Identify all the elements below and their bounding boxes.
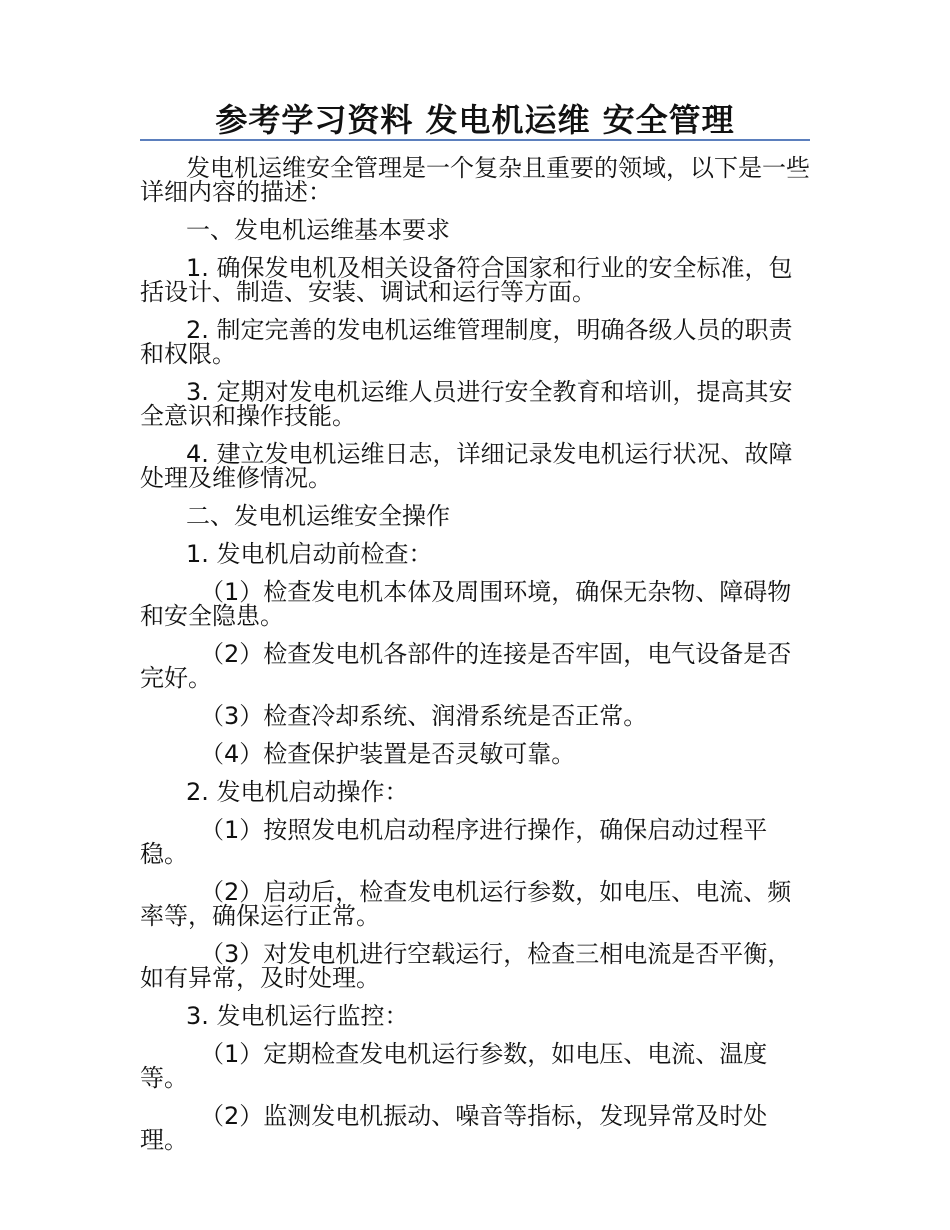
start-check-item-4: （4）检查保护装置是否灵敏可靠。	[200, 740, 576, 768]
start-check-item-1: （1）检查发电机本体及周围环境，确保无杂物、障碍物和安全隐患。	[140, 578, 792, 630]
document-title: 参考学习资料 发电机运维 安全管理	[215, 101, 735, 139]
monitoring-item-2: （2）监测发电机振动、噪音等指标，发现异常及时处理。	[140, 1102, 768, 1154]
start-operation-item-3: （3）对发电机进行空载运行，检查三相电流是否平衡，如有异常，及时处理。	[140, 940, 792, 992]
subsection-heading-monitoring: 3. 发电机运行监控：	[186, 1002, 409, 1030]
start-operation-item-2: （2）启动后，检查发电机运行参数，如电压、电流、频率等，确保运行正常。	[140, 878, 792, 930]
requirement-item-1: 1. 确保发电机及相关设备符合国家和行业的安全标准，包括设计、制造、安装、调试和运行等方面。	[140, 254, 793, 306]
requirement-item-3: 3. 定期对发电机运维人员进行安全教育和培训，提高其安全意识和操作技能。	[140, 378, 793, 430]
subsection-heading-start-operation: 2. 发电机启动操作：	[186, 778, 409, 806]
requirement-item-4: 4. 建立发电机运维日志，详细记录发电机运行状况、故障处理及维修情况。	[140, 440, 793, 492]
start-check-item-3: （3）检查冷却系统、润滑系统是否正常。	[200, 702, 648, 730]
section-heading-1: 一、发电机运维基本要求	[186, 216, 450, 244]
start-operation-item-1: （1）按照发电机启动程序进行操作，确保启动过程平稳。	[140, 816, 768, 868]
title-underline	[140, 139, 810, 141]
requirement-item-2: 2. 制定完善的发电机运维管理制度，明确各级人员的职责和权限。	[140, 316, 793, 368]
intro-paragraph: 发电机运维安全管理是一个复杂且重要的领域，以下是一些详细内容的描述：	[140, 154, 810, 206]
subsection-heading-start-check: 1. 发电机启动前检查：	[186, 540, 433, 568]
document-body	[140, 156, 810, 1152]
monitoring-item-1: （1）定期检查发电机运行参数，如电压、电流、温度等。	[140, 1040, 768, 1092]
section-heading-2: 二、发电机运维安全操作	[186, 502, 450, 530]
start-check-item-2: （2）检查发电机各部件的连接是否牢固，电气设备是否完好。	[140, 640, 792, 692]
